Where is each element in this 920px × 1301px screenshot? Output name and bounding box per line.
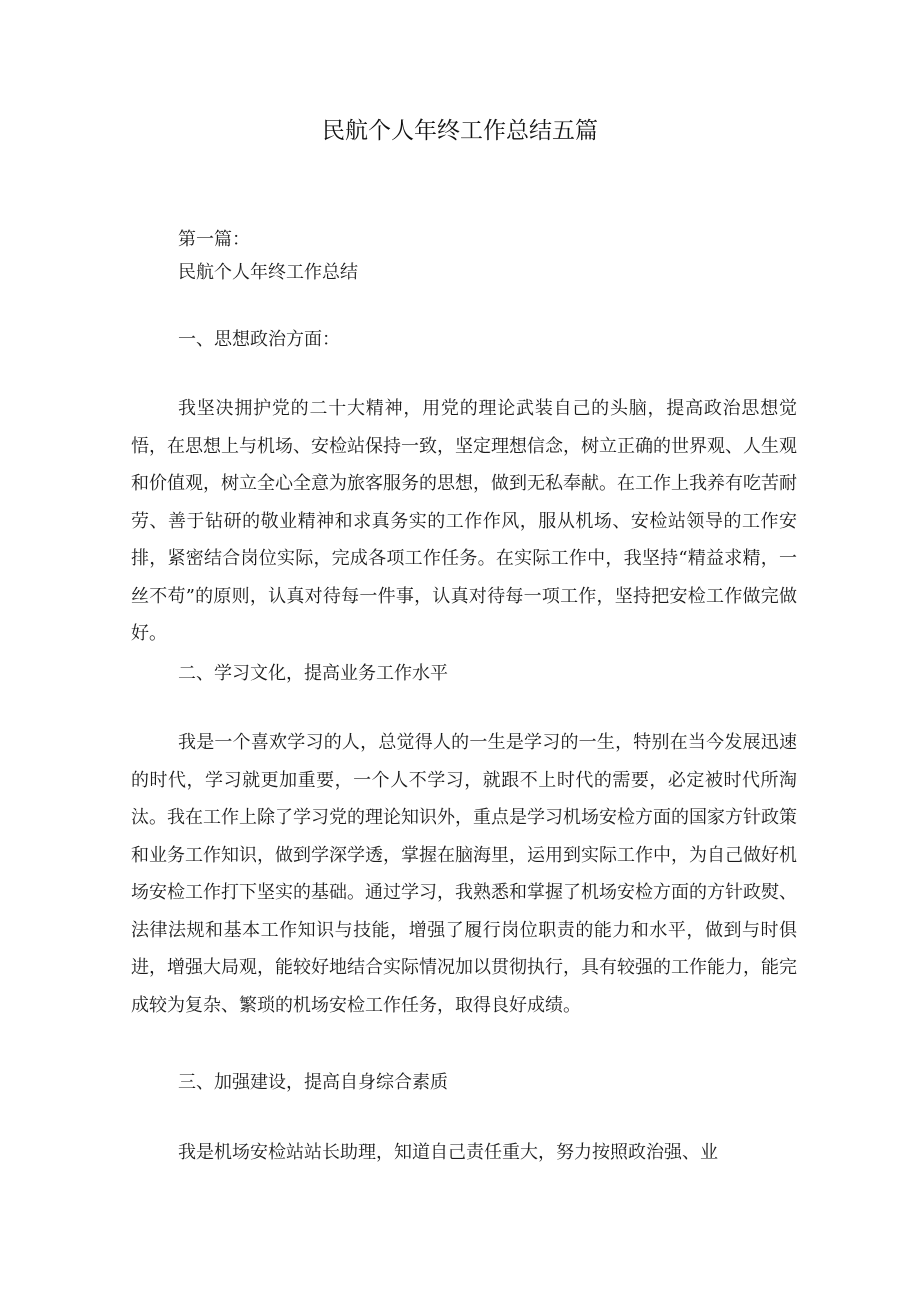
section-paragraph-2: 我是一个喜欢学习的人，总觉得人的一生是学习的一生，特别在当今发展迅速的时代，学习就更加重要，一个人不学习，就跟不上时代的需要，必定被时代所淘汰。我在工作上除了学习党的理论知识外，重点是学习机场安检方面的国家方针政策和业务工作知识，做到学深学透，掌握在脑海里，运用到实际工作中，为自己做好机场安检工作打下坚实的基础。通过学习，我熟悉和掌握了机场安检方面的方针政熨、法律法规和基本工作知识与技能，增强了履行岗位职责的能力和水平，做到与时俱进，增强大局观，能较好地结合实际情况加以贯彻执行，具有较强的工作能力，能完成较为复杂、繁琐的机场安检工作任务，取得良好成绩。: [131, 732, 797, 1016]
part-title: 民航个人年终工作总结: [178, 262, 358, 283]
section-heading-2: 二、学习文化，提高业务工作水平: [178, 663, 448, 684]
part-label: 第一篇：: [178, 229, 250, 250]
document-title: 民航个人年终工作总结五篇: [322, 118, 598, 144]
section-heading-3: 三、加强建设，提高自身综合素质: [178, 1072, 448, 1093]
section-paragraph-3: 我是机场安检站站长助理，知道自己责任重大，努力按照政治强、业: [178, 1142, 718, 1163]
section-heading-1: 一、思想政治方面：: [178, 329, 340, 350]
section-paragraph-1: 我坚决拥护党的二十大精神，用党的理论武装自己的头脑，提高政治思想觉悟，在思想上与机场、安检站保持一致，坚定理想信念，树立正确的世界观、人生观和价值观，树立全心全意为旅客服务的思想，做到无私奉献。在工作上我养有吃苦耐劳、善于钻研的敬业精神和求真务实的工作作风，服从机场、安检站领导的工作安排，紧密结合岗位实际，完成各项工作任务。在实际工作中，我坚持“精益求精，一丝不苟”的原则，认真对待每一件事，认真对待每一项工作，坚持把安检工作做完做好。: [131, 398, 797, 644]
